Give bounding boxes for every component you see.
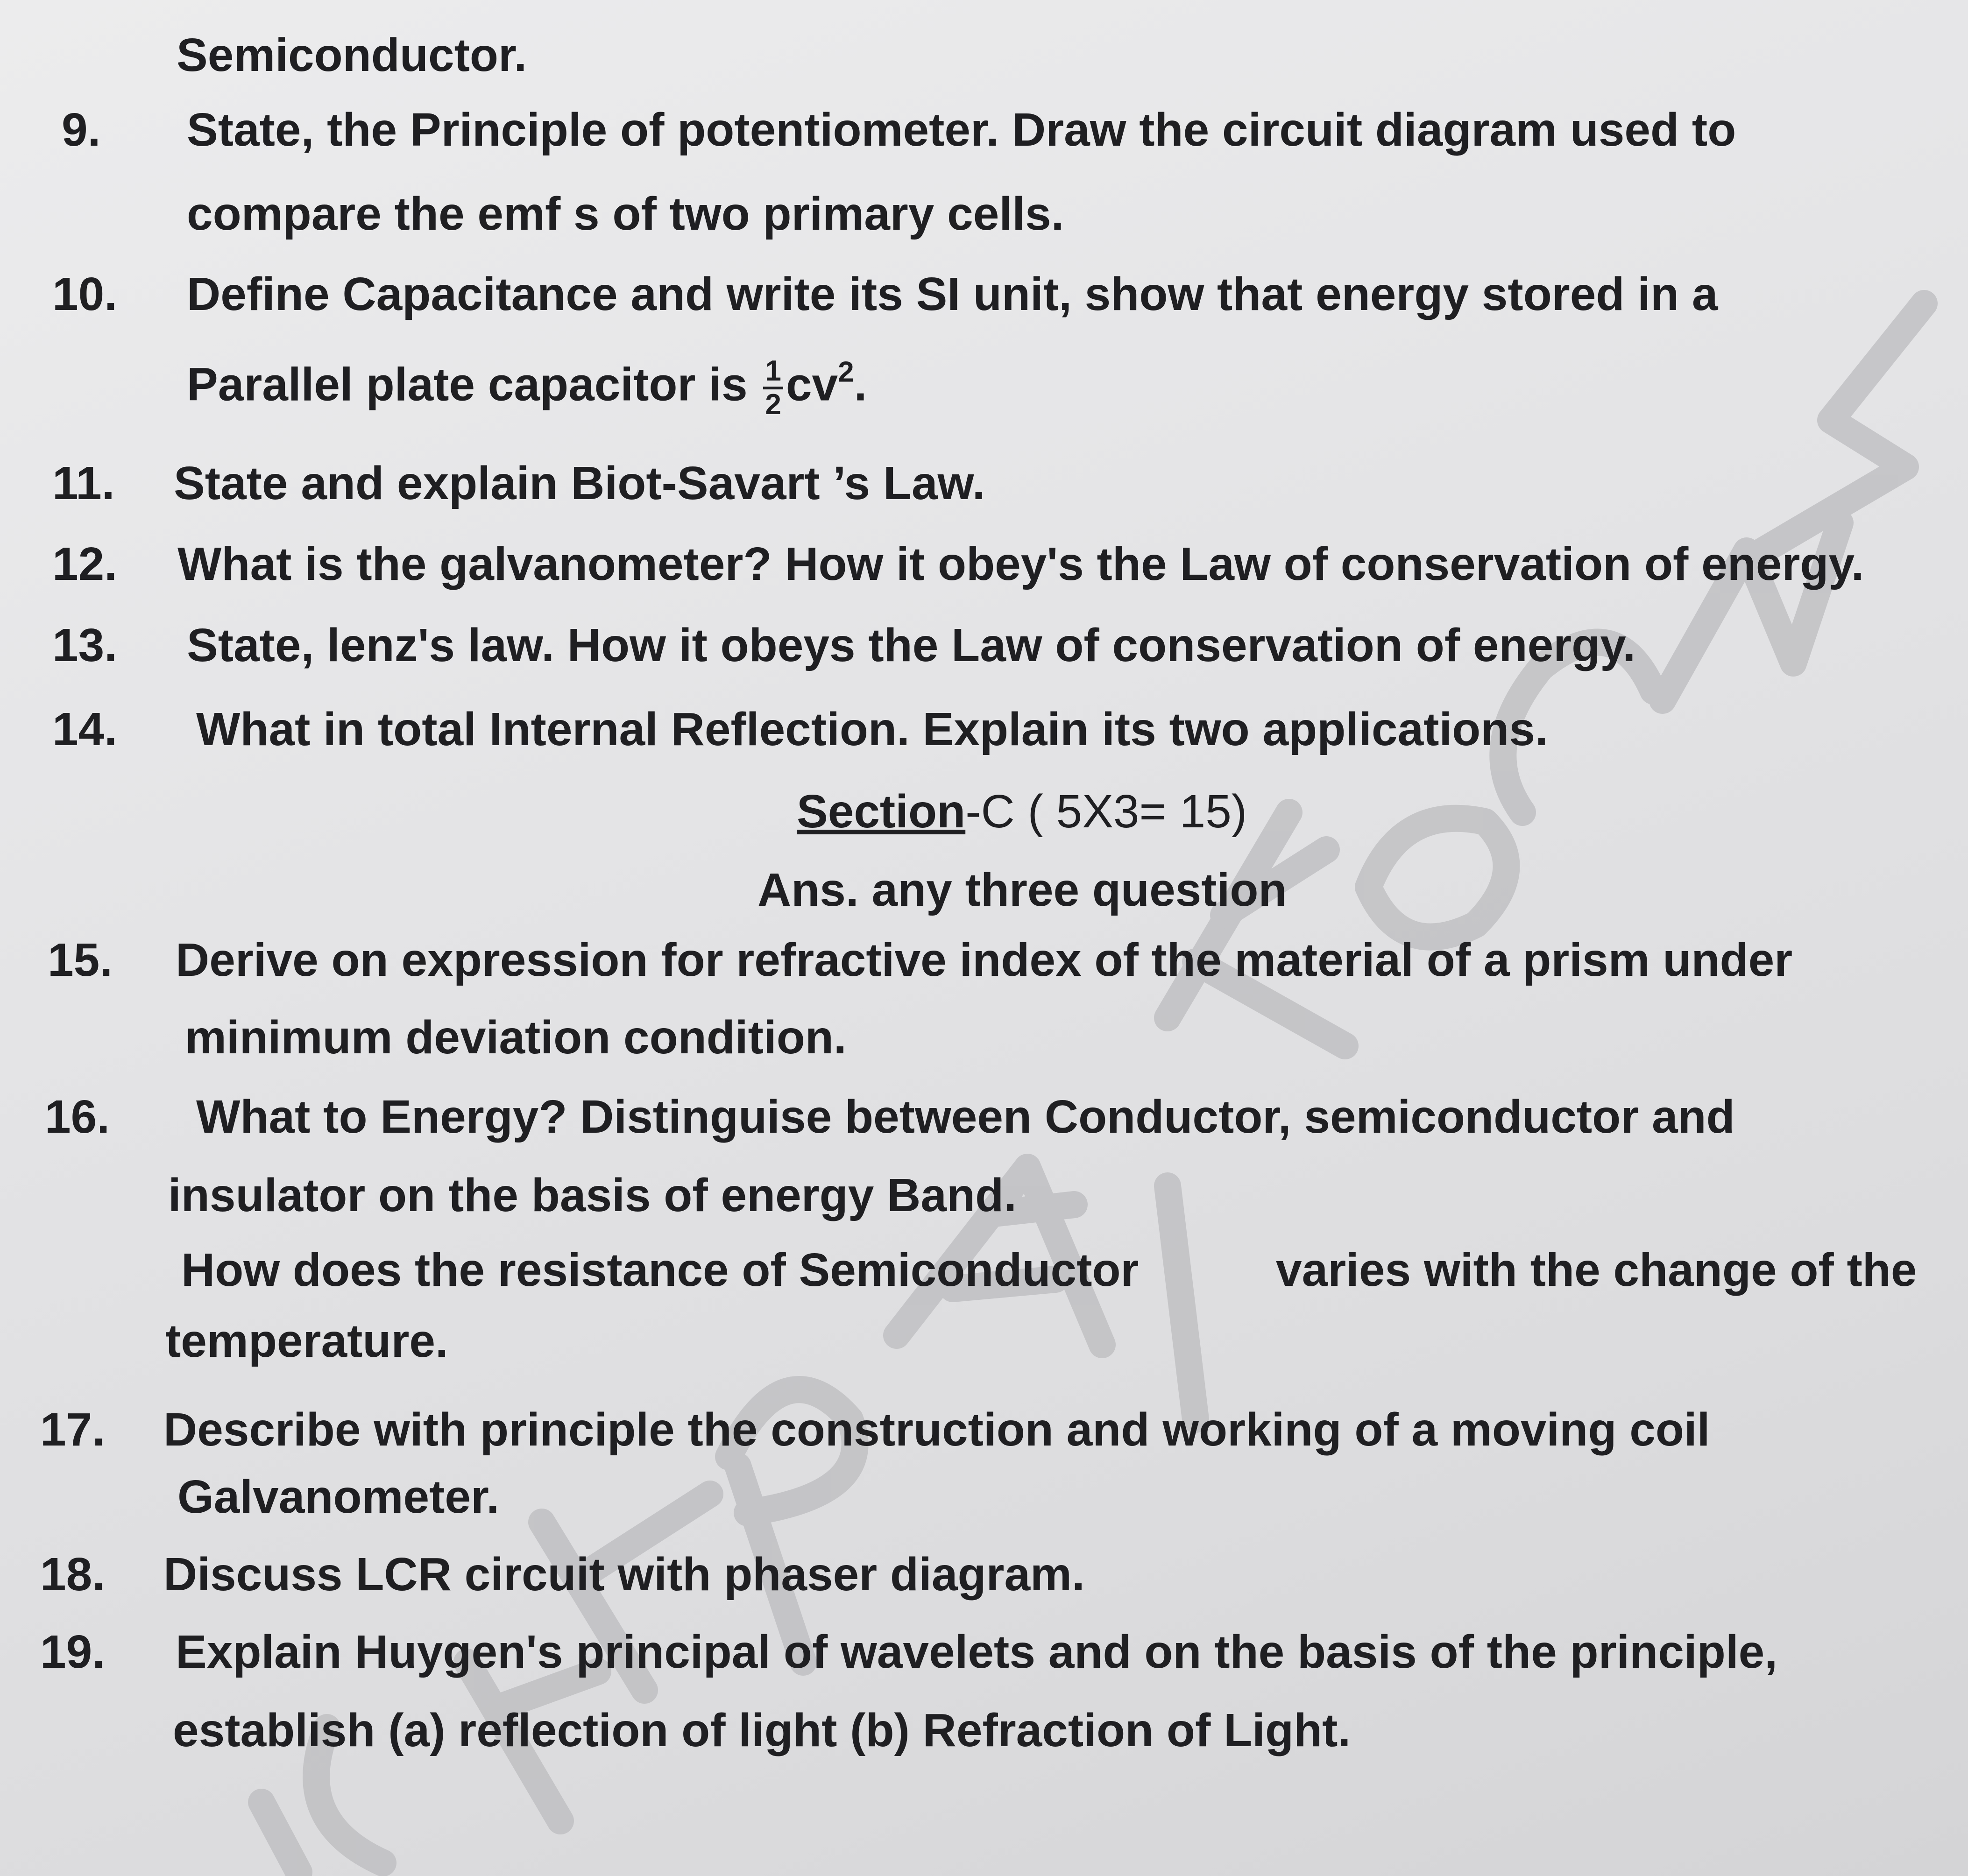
question-10-line2	[187, 356, 867, 420]
question-text: Define Capacitance and write its SI unit, show that energy stored in a	[187, 268, 1718, 320]
question-text: Derive on expression for refractive index of the material of a prism under	[176, 934, 1793, 986]
question-number: 19.	[40, 1626, 106, 1678]
exponent: 2	[838, 356, 854, 388]
formula-end: .	[854, 358, 867, 411]
question-number: 14.	[52, 703, 118, 755]
section-title	[797, 783, 1247, 839]
question-text: What in total Internal Reflection. Explain its two applications.	[196, 703, 1548, 755]
question-16-line2: insulator on the basis of energy Band.	[168, 1169, 1017, 1221]
section-marks: -C ( 5X3= 15)	[965, 785, 1247, 838]
question-9-line2: compare the emf s of two primary cells.	[187, 188, 1064, 240]
question-text: State and explain Biot-Savart ’s Law.	[174, 457, 985, 509]
fraction-denominator: 2	[765, 388, 781, 421]
question-15-line2: minimum deviation condition.	[185, 1011, 847, 1064]
question-text: How does the resistance of Semiconductor	[181, 1244, 1139, 1296]
question-text: Parallel plate capacitor is	[187, 358, 748, 411]
question-number: 13.	[52, 619, 118, 671]
question-16-line4: temperature.	[165, 1315, 448, 1367]
question-text: varies with the change of the	[1276, 1244, 1917, 1296]
question-number: 17.	[40, 1403, 106, 1456]
question-number: 12.	[52, 538, 118, 590]
question-text: Discuss LCR circuit with phaser diagram.	[163, 1548, 1085, 1601]
question-text: What to Energy? Distinguise between Conductor, semiconductor and	[196, 1091, 1735, 1143]
question-number: 15.	[48, 934, 113, 986]
question-text: Describe with principle the construction and working of a moving coil	[163, 1403, 1710, 1456]
fraction-numerator: 1	[763, 356, 783, 389]
section-heading: Section	[797, 785, 966, 838]
question-number: 18.	[40, 1548, 106, 1601]
top-line: Semiconductor.	[177, 29, 527, 81]
question-text: State, the Principle of potentiometer. Draw the circuit diagram used to	[187, 104, 1736, 156]
question-number: 11.	[52, 457, 115, 509]
question-17-line2: Galvanometer.	[177, 1471, 500, 1523]
question-text: What is the galvanometer? How it obey's the Law of conservation of energy.	[177, 538, 1864, 590]
question-text: State, lenz's law. How it obeys the Law of conservation of energy.	[187, 619, 1636, 671]
question-number: 16.	[45, 1091, 110, 1143]
formula: cv	[786, 358, 838, 411]
fraction	[763, 356, 783, 420]
question-number: 10.	[52, 268, 118, 320]
question-text: Explain Huygen's principal of wavelets and on the basis of the principle,	[176, 1626, 1778, 1678]
section-instruction: Ans. any three question	[757, 864, 1287, 916]
question-number: 9.	[62, 104, 101, 156]
question-19-line2: establish (a) reflection of light (b) Refraction of Light.	[173, 1704, 1351, 1756]
